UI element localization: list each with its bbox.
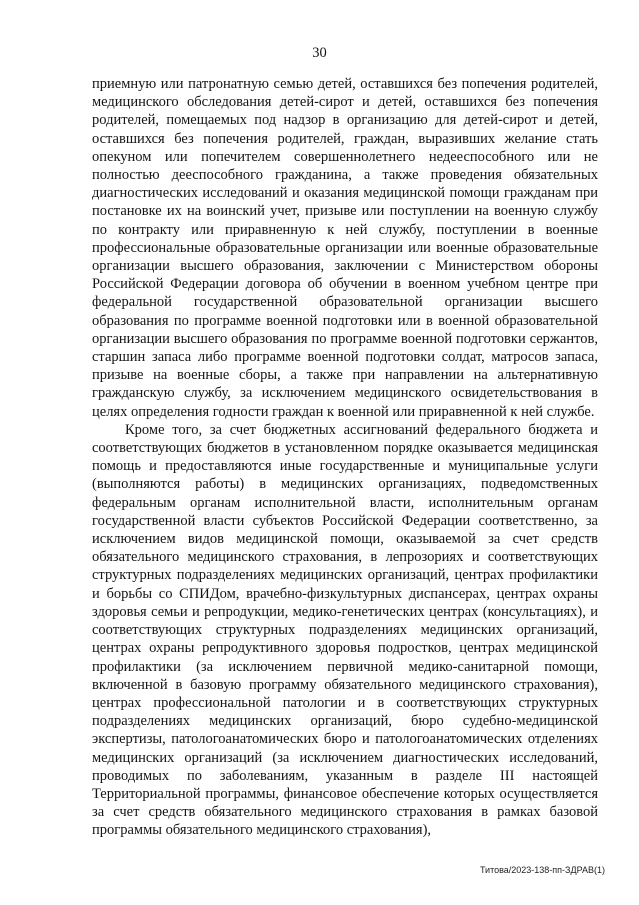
page-number: 30 [312,45,327,61]
document-footer-code: Титова/2023-138-пп-ЗДРАВ(1) [479,865,605,875]
document-body [92,75,598,840]
paragraph-continuation: приемную или патронатную семью детей, оставшихся без попечения родителей, медицинского обследования детей-сирот и детей, оставшихся без попечения родителей, помещаемых под надзор в организацию для детей-сирот и детей, оставшихся без попечения родителей, граждан, выразивших желание стать опекуном или попечителем совершеннолетнего недееспособного или не полностью дееспособного гражданина, а также проведения обязательных диагностических исследований и оказания медицинской помощи гражданам при постановке их на воинский учет, призыве или поступлении на военную службу по контракту или приравненную к ней службу, поступлении в военные профессиональные образовательные организации или военные образовательные организации высшего образования, заключении с Министерством обороны Российской Федерации договора об обучении в военном учебном центре при федеральной государственной образовательной организации высшего образования по программе военной подготовки или в военной образовательной организации высшего образования по программе военной подготовки сержантов, старшин запаса либо программе военной подготовки солдат, матросов запаса, призыве на военные сборы, а также при направлении на альтернативную гражданскую службу, за исключением медицинского освидетельствования в целях определения годности граждан к военной или приравненной к ней службе. [92,76,598,420]
paragraph-budget-funding: Кроме того, за счет бюджетных ассигнований федерального бюджета и соответствующих бюджетов в установленном порядке оказывается медицинская помощь и предоставляются иные государственные и муниципальные услуги (выполняются работы) в медицинских организациях, подведомственных федеральным органам исполнительной власти, исполнительным органам государственной власти субъектов Российской Федерации соответственно, за исключением видов медицинской помощи, оказываемой за счет средств обязательного медицинского страхования, в лепрозориях и соответствующих структурных подразделениях медицинских организаций, центрах профилактики и борьбы со СПИДом, врачебно-физкультурных диспансерах, центрах охраны здоровья семьи и репродукции, медико-генетических центрах (консультациях), и соответствующих структурных подразделениях медицинских организаций, центрах охраны репродуктивного здоровья подростков, центрах медицинской профилактики (за исключением первичной медико-санитарной помощи, включенной в базовую программу обязательного медицинского страхования), центрах профессиональной патологии и в соответствующих структурных подразделениях медицинских организаций, бюро судебно-медицинской экспертизы, патологоанатомических бюро и патологоанатомических отделениях медицинских организаций (за исключением диагностических исследований, проводимых по заболеваниям, указанным в разделе III настоящей Территориальной программы, финансовое обеспечение которых осуществляется за счет средств обязательного медицинского страхования в рамках базовой программы обязательного медицинского страхования), [92,421,598,839]
